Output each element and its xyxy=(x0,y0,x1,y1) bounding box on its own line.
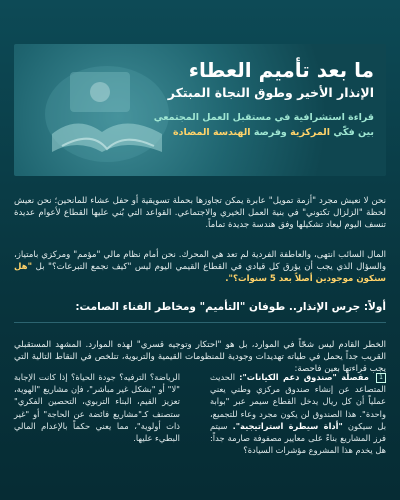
tagline-centralization: المركزية xyxy=(290,127,331,138)
page-title: ما بعد تأميم العطاء xyxy=(188,58,374,82)
tagline-line-2 xyxy=(144,125,374,140)
intro-paragraph-2 xyxy=(14,249,386,286)
section-paragraph: الخطر القادم ليس شحّاً في الموارد، بل هو "احتكار وتوجيه قسري" لهذه الموارد. المشهد المستقبلي القريب جداً يحمل في طياته تهديدات وجودية للمنظومات القيمية والتربوية، تتلخص في النقاط التالية التي يجب قراءتها بعين فاحصة: xyxy=(14,339,386,375)
point-text-a: الحديث المتصاعد عن إنشاء صندوق مركزي وطني يعني عملياً أن كل ريال يدخل القطاع سيمر عبر "بوابة واحدة". هذا الصندوق لن يكون مجرد وعاء للتجميع، بل سيكون xyxy=(210,372,387,431)
column-left-text: الرياضة؟ الترفيه؟ جودة الحياة؟ إذا كانت الإجابة "لا" أو "بشكل غير مباشر"، فإن مشاريع "الهوية، تعزيز القيم، البناء التربوي، التحصين الفكري" ستصنف كـ"مشاريع فائضة عن الحاجة" أو "غير ذات أولوية"، مما يعني حكماً بالإعدام المالي البطيء عليها. xyxy=(14,372,180,444)
section-divider xyxy=(14,322,386,323)
tagline xyxy=(144,110,374,140)
page-subtitle: الإنذار الأخير وطوق النجاة المبتكر xyxy=(167,85,374,100)
header-banner xyxy=(14,44,386,176)
point-text-c: سيتم فرز المشاريع بناءً على معايير مصفوفة صارمة جداً: هل يخدم هذا المشروع مؤشرات السيادة؟ xyxy=(210,420,386,456)
header-text xyxy=(144,58,374,140)
point-title: مقصلة "صندوق دعم الكيانات": xyxy=(239,372,369,382)
tagline-line-1: قراءة استشرافية في مستقبل العمل المجتمعي xyxy=(153,112,374,123)
point-text-emphasis: "أداة سيطرة استراتيجية". xyxy=(232,420,343,431)
intro-paragraph-1: نحن لا نعيش مجرد "أزمة تمويل" عابرة يمكن تجاوزها بحملة تسويقية أو حفل عشاء للمانحين؛ نحن نعيش لحظة "الزلزال تكتوني" في بنية العمل الخيري والاجتماعي. القواعد التي بُني عليها القطاع لأعوام عديدة تنسف اليوم ليعاد تشكيلها وفق هندسة جديدة تماماً. xyxy=(14,195,386,231)
intro-paragraph-2-text: المال السائب انتهى، والعاطفة الفردية لم تعد هي المحرك. نحن أمام نظام مالي "مؤمم" ومركزي بامتياز، والسؤال الذي يجب أن يؤرق كل قيادي في القطاع القيمي اليوم ليس "كيف نجمع التبرعات؟" بل xyxy=(14,249,386,272)
numbered-bullet-icon: 1 xyxy=(376,373,386,383)
tagline-part-a: بين فكّي xyxy=(333,127,374,138)
intro-highlight-question: "هل سنكون موجودين أصلاً بعد 5 سنوات؟". xyxy=(14,262,386,285)
tagline-counter-engineering: الهندسة المضادة xyxy=(173,127,251,138)
tagline-part-c: وفرصة xyxy=(253,127,287,138)
section-heading: أولاً: جرس الإنذار.. طوفان "التأميم" ومخاطر الفناء الصامت: xyxy=(75,301,386,313)
column-right xyxy=(210,371,386,456)
column-left xyxy=(14,371,180,444)
